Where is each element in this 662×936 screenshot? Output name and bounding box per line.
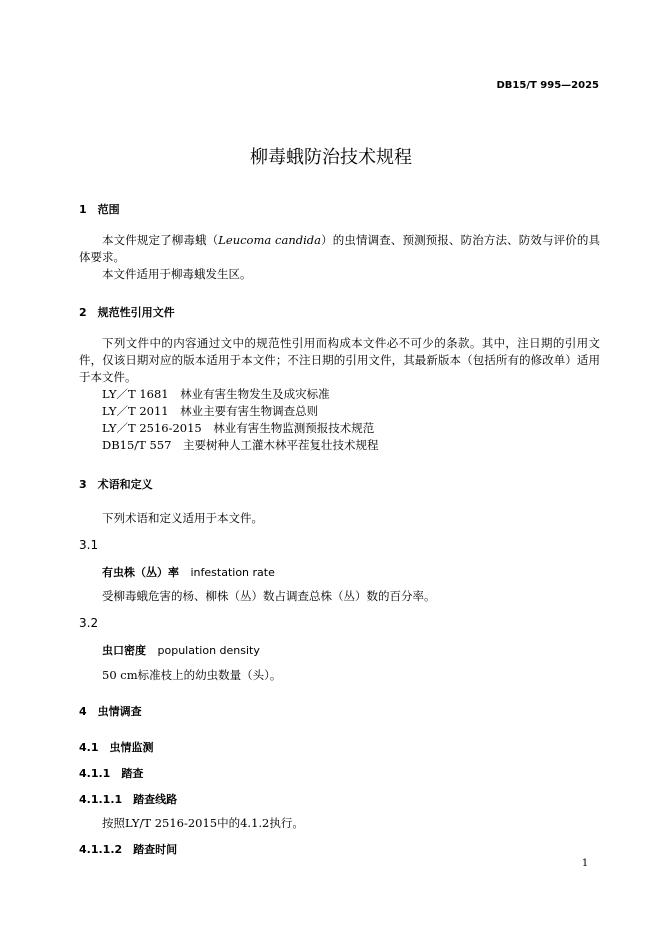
subsection-paragraph: 按照LY/T 2516-2015中的4.1.2执行。	[102, 816, 304, 830]
term-english: infestation rate	[190, 566, 275, 579]
term-definition: 50 cm标准枝上的幼虫数量（头）。	[102, 668, 282, 682]
subsection-heading: 4.1.1.2 踏查时间	[79, 843, 178, 856]
reference-item: LY／T 2516-2015 林业有害生物监测预报技术规范	[102, 421, 375, 435]
term-chinese: 虫口密度	[102, 644, 146, 657]
section-1-paragraph-1	[79, 232, 600, 266]
term-entry	[102, 564, 275, 580]
reference-item: LY／T 2011 林业主要有害生物调查总则	[102, 404, 319, 418]
section-3-paragraph: 下列术语和定义适用于本文件。	[102, 511, 263, 525]
section-4-heading: 4 虫情调查	[79, 705, 142, 718]
page-number: 1	[581, 858, 589, 869]
term-chinese: 有虫株（丛）率	[102, 566, 179, 579]
species-latin-name: Leucoma candida	[218, 233, 321, 247]
term-number: 3.2	[79, 616, 99, 630]
subsection-heading: 4.1.1 踏查	[79, 767, 144, 780]
document-number: DB15/T 995—2025	[496, 80, 599, 91]
section-1-text-cont: ）的虫情调查、预测预报、防治方法、防效与评价的具体要求。	[79, 233, 601, 264]
term-entry	[102, 642, 260, 658]
subsection-heading: 4.1.1.1 踏查线路	[79, 793, 178, 806]
section-1-text: 本文件规定了柳毒蛾（	[102, 233, 219, 247]
page-title: 柳毒蛾防治技术规程	[250, 147, 412, 168]
section-2-heading: 2 规范性引用文件	[79, 306, 175, 319]
section-3-heading: 3 术语和定义	[79, 478, 153, 491]
section-1-paragraph-2: 本文件适用于柳毒蛾发生区。	[102, 267, 252, 281]
term-number: 3.1	[79, 538, 99, 552]
section-2-paragraph: 下列文件中的内容通过文中的规范性引用而构成本文件必不可少的条款。其中，注日期的引用文件，仅该日期对应的版本适用于本文件；不注日期的引用文件，其最新版本（包括所有的修改单）适用于本文件。	[79, 336, 600, 384]
section-1-heading: 1 范围	[79, 203, 120, 216]
term-english: population density	[157, 644, 260, 657]
reference-item: DB15/T 557 主要树种人工灌木林平茬复壮技术规程	[102, 438, 379, 452]
reference-item: LY／T 1681 林业有害生物发生及成灾标准	[102, 387, 330, 401]
term-definition: 受柳毒蛾危害的杨、柳株（丛）数占调查总株（丛）数的百分率。	[102, 589, 436, 603]
subsection-heading: 4.1 虫情监测	[79, 741, 154, 754]
